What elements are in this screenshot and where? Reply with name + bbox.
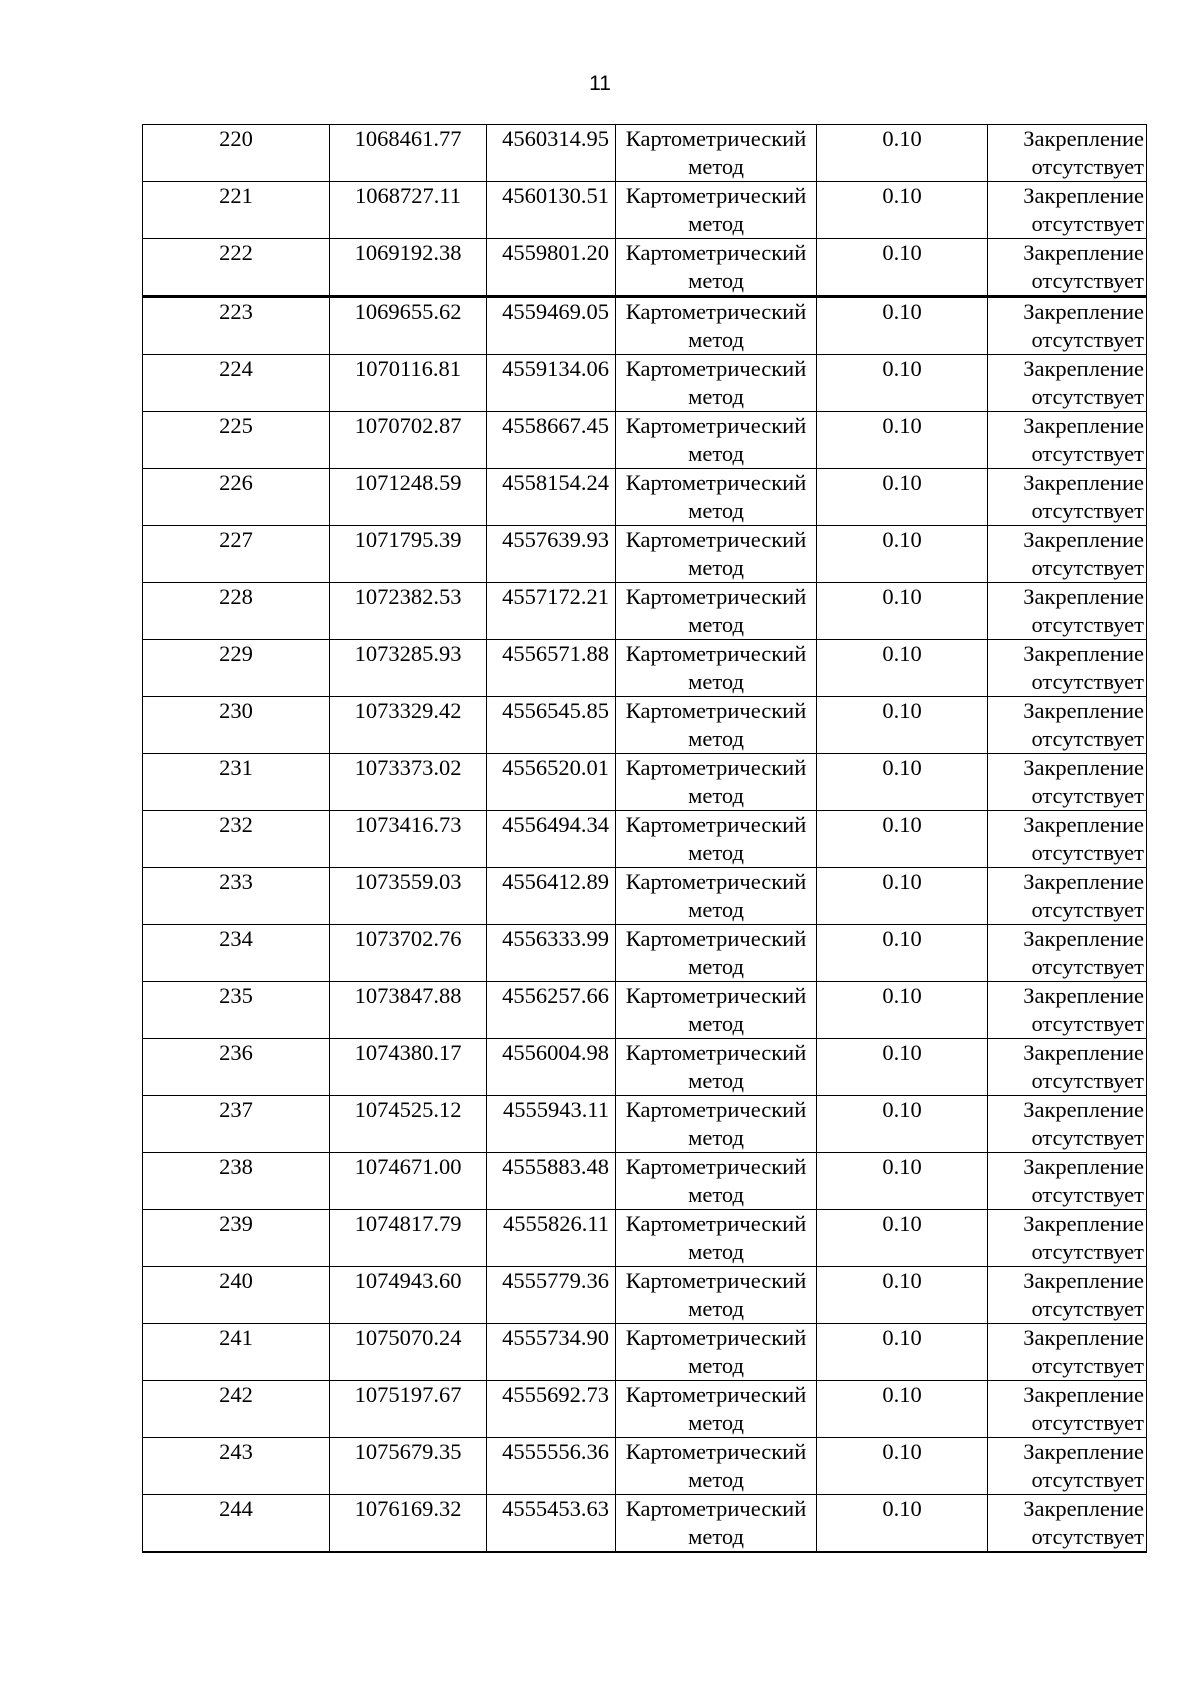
accuracy-cell: 0.10 bbox=[817, 182, 988, 239]
x-coordinate-cell: 1075070.24 bbox=[330, 1324, 487, 1381]
y-coordinate-cell: 4556257.66 bbox=[487, 982, 616, 1039]
method-cell: Картометрический метод bbox=[616, 1096, 817, 1153]
method-cell: Картометрический метод bbox=[616, 469, 817, 526]
accuracy-cell: 0.10 bbox=[817, 925, 988, 982]
method-cell: Картометрический метод bbox=[616, 182, 817, 239]
point-number-cell: 233 bbox=[143, 868, 330, 925]
fixing-description-cell: Закрепление отсутствует bbox=[988, 1153, 1147, 1210]
x-coordinate-cell: 1070702.87 bbox=[330, 412, 487, 469]
method-cell: Картометрический метод bbox=[616, 754, 817, 811]
y-coordinate-cell: 4555943.11 bbox=[487, 1096, 616, 1153]
fixing-description-cell: Закрепление отсутствует bbox=[988, 412, 1147, 469]
accuracy-cell: 0.10 bbox=[817, 1324, 988, 1381]
fixing-description-cell: Закрепление отсутствует bbox=[988, 355, 1147, 412]
fixing-description-cell: Закрепление отсутствует bbox=[988, 469, 1147, 526]
point-number-cell: 232 bbox=[143, 811, 330, 868]
accuracy-cell: 0.10 bbox=[817, 583, 988, 640]
method-cell: Картометрический метод bbox=[616, 925, 817, 982]
table-row bbox=[143, 1210, 1147, 1267]
fixing-description-cell: Закрепление отсутствует bbox=[988, 754, 1147, 811]
table-row bbox=[143, 412, 1147, 469]
x-coordinate-cell: 1071248.59 bbox=[330, 469, 487, 526]
x-coordinate-cell: 1068727.11 bbox=[330, 182, 487, 239]
accuracy-cell: 0.10 bbox=[817, 1267, 988, 1324]
fixing-description-cell: Закрепление отсутствует bbox=[988, 1267, 1147, 1324]
y-coordinate-cell: 4557639.93 bbox=[487, 526, 616, 583]
table-row bbox=[143, 1039, 1147, 1096]
fixing-description-cell: Закрепление отсутствует bbox=[988, 640, 1147, 697]
point-number-cell: 230 bbox=[143, 697, 330, 754]
table-row bbox=[143, 526, 1147, 583]
method-cell: Картометрический метод bbox=[616, 412, 817, 469]
point-number-cell: 225 bbox=[143, 412, 330, 469]
point-number-cell: 228 bbox=[143, 583, 330, 640]
fixing-description-cell: Закрепление отсутствует bbox=[988, 811, 1147, 868]
fixing-description-cell: Закрепление отсутствует bbox=[988, 925, 1147, 982]
x-coordinate-cell: 1073559.03 bbox=[330, 868, 487, 925]
y-coordinate-cell: 4558667.45 bbox=[487, 412, 616, 469]
x-coordinate-cell: 1074671.00 bbox=[330, 1153, 487, 1210]
point-number-cell: 226 bbox=[143, 469, 330, 526]
x-coordinate-cell: 1074380.17 bbox=[330, 1039, 487, 1096]
method-cell: Картометрический метод bbox=[616, 297, 817, 355]
point-number-cell: 229 bbox=[143, 640, 330, 697]
method-cell: Картометрический метод bbox=[616, 1495, 817, 1553]
fixing-description-cell: Закрепление отсутствует bbox=[988, 1495, 1147, 1553]
y-coordinate-cell: 4555779.36 bbox=[487, 1267, 616, 1324]
method-cell: Картометрический метод bbox=[616, 239, 817, 297]
accuracy-cell: 0.10 bbox=[817, 1381, 988, 1438]
accuracy-cell: 0.10 bbox=[817, 355, 988, 412]
method-cell: Картометрический метод bbox=[616, 868, 817, 925]
accuracy-cell: 0.10 bbox=[817, 868, 988, 925]
fixing-description-cell: Закрепление отсутствует bbox=[988, 868, 1147, 925]
table-row bbox=[143, 697, 1147, 754]
table-row bbox=[143, 868, 1147, 925]
table-row bbox=[143, 1324, 1147, 1381]
accuracy-cell: 0.10 bbox=[817, 526, 988, 583]
fixing-description-cell: Закрепление отсутствует bbox=[988, 1381, 1147, 1438]
method-cell: Картометрический метод bbox=[616, 1381, 817, 1438]
x-coordinate-cell: 1075679.35 bbox=[330, 1438, 487, 1495]
point-number-cell: 223 bbox=[143, 297, 330, 355]
fixing-description-cell: Закрепление отсутствует bbox=[988, 239, 1147, 297]
fixing-description-cell: Закрепление отсутствует bbox=[988, 125, 1147, 182]
table-row bbox=[143, 982, 1147, 1039]
fixing-description-cell: Закрепление отсутствует bbox=[988, 526, 1147, 583]
fixing-description-cell: Закрепление отсутствует bbox=[988, 697, 1147, 754]
y-coordinate-cell: 4555883.48 bbox=[487, 1153, 616, 1210]
x-coordinate-cell: 1071795.39 bbox=[330, 526, 487, 583]
y-coordinate-cell: 4556571.88 bbox=[487, 640, 616, 697]
y-coordinate-cell: 4560314.95 bbox=[487, 125, 616, 182]
table-row bbox=[143, 239, 1147, 297]
table-row bbox=[143, 1438, 1147, 1495]
y-coordinate-cell: 4555734.90 bbox=[487, 1324, 616, 1381]
method-cell: Картометрический метод bbox=[616, 982, 817, 1039]
y-coordinate-cell: 4559469.05 bbox=[487, 297, 616, 355]
y-coordinate-cell: 4556412.89 bbox=[487, 868, 616, 925]
y-coordinate-cell: 4556333.99 bbox=[487, 925, 616, 982]
accuracy-cell: 0.10 bbox=[817, 125, 988, 182]
table-row bbox=[143, 1381, 1147, 1438]
x-coordinate-cell: 1074525.12 bbox=[330, 1096, 487, 1153]
point-number-cell: 238 bbox=[143, 1153, 330, 1210]
point-number-cell: 220 bbox=[143, 125, 330, 182]
y-coordinate-cell: 4556545.85 bbox=[487, 697, 616, 754]
point-number-cell: 243 bbox=[143, 1438, 330, 1495]
table-row bbox=[143, 125, 1147, 182]
x-coordinate-cell: 1076169.32 bbox=[330, 1495, 487, 1553]
method-cell: Картометрический метод bbox=[616, 355, 817, 412]
accuracy-cell: 0.10 bbox=[817, 1210, 988, 1267]
method-cell: Картометрический метод bbox=[616, 1267, 817, 1324]
fixing-description-cell: Закрепление отсутствует bbox=[988, 982, 1147, 1039]
point-number-cell: 241 bbox=[143, 1324, 330, 1381]
x-coordinate-cell: 1073285.93 bbox=[330, 640, 487, 697]
fixing-description-cell: Закрепление отсутствует bbox=[988, 583, 1147, 640]
table-row bbox=[143, 640, 1147, 697]
method-cell: Картометрический метод bbox=[616, 125, 817, 182]
x-coordinate-cell: 1074817.79 bbox=[330, 1210, 487, 1267]
point-number-cell: 221 bbox=[143, 182, 330, 239]
fixing-description-cell: Закрепление отсутствует bbox=[988, 1096, 1147, 1153]
table-row bbox=[143, 469, 1147, 526]
accuracy-cell: 0.10 bbox=[817, 982, 988, 1039]
x-coordinate-cell: 1073416.73 bbox=[330, 811, 487, 868]
table-row bbox=[143, 1495, 1147, 1553]
method-cell: Картометрический метод bbox=[616, 1153, 817, 1210]
y-coordinate-cell: 4560130.51 bbox=[487, 182, 616, 239]
x-coordinate-cell: 1075197.67 bbox=[330, 1381, 487, 1438]
accuracy-cell: 0.10 bbox=[817, 239, 988, 297]
table-body bbox=[143, 125, 1147, 1553]
y-coordinate-cell: 4556520.01 bbox=[487, 754, 616, 811]
accuracy-cell: 0.10 bbox=[817, 640, 988, 697]
accuracy-cell: 0.10 bbox=[817, 297, 988, 355]
y-coordinate-cell: 4555556.36 bbox=[487, 1438, 616, 1495]
point-number-cell: 237 bbox=[143, 1096, 330, 1153]
fixing-description-cell: Закрепление отсутствует bbox=[988, 1438, 1147, 1495]
table-row bbox=[143, 1096, 1147, 1153]
table-row bbox=[143, 355, 1147, 412]
point-number-cell: 235 bbox=[143, 982, 330, 1039]
point-number-cell: 239 bbox=[143, 1210, 330, 1267]
point-number-cell: 222 bbox=[143, 239, 330, 297]
point-number-cell: 234 bbox=[143, 925, 330, 982]
method-cell: Картометрический метод bbox=[616, 1039, 817, 1096]
method-cell: Картометрический метод bbox=[616, 697, 817, 754]
method-cell: Картометрический метод bbox=[616, 1438, 817, 1495]
fixing-description-cell: Закрепление отсутствует bbox=[988, 182, 1147, 239]
y-coordinate-cell: 4559801.20 bbox=[487, 239, 616, 297]
point-number-cell: 240 bbox=[143, 1267, 330, 1324]
accuracy-cell: 0.10 bbox=[817, 469, 988, 526]
x-coordinate-cell: 1073702.76 bbox=[330, 925, 487, 982]
x-coordinate-cell: 1073373.02 bbox=[330, 754, 487, 811]
y-coordinate-cell: 4555692.73 bbox=[487, 1381, 616, 1438]
y-coordinate-cell: 4558154.24 bbox=[487, 469, 616, 526]
y-coordinate-cell: 4557172.21 bbox=[487, 583, 616, 640]
method-cell: Картометрический метод bbox=[616, 1324, 817, 1381]
method-cell: Картометрический метод bbox=[616, 811, 817, 868]
x-coordinate-cell: 1072382.53 bbox=[330, 583, 487, 640]
method-cell: Картометрический метод bbox=[616, 1210, 817, 1267]
accuracy-cell: 0.10 bbox=[817, 1039, 988, 1096]
coordinates-table bbox=[142, 124, 1147, 1553]
method-cell: Картометрический метод bbox=[616, 640, 817, 697]
x-coordinate-cell: 1073329.42 bbox=[330, 697, 487, 754]
table-row bbox=[143, 811, 1147, 868]
x-coordinate-cell: 1073847.88 bbox=[330, 982, 487, 1039]
table-row bbox=[143, 182, 1147, 239]
y-coordinate-cell: 4556004.98 bbox=[487, 1039, 616, 1096]
x-coordinate-cell: 1069192.38 bbox=[330, 239, 487, 297]
x-coordinate-cell: 1069655.62 bbox=[330, 297, 487, 355]
y-coordinate-cell: 4559134.06 bbox=[487, 355, 616, 412]
point-number-cell: 236 bbox=[143, 1039, 330, 1096]
point-number-cell: 224 bbox=[143, 355, 330, 412]
table-row bbox=[143, 925, 1147, 982]
table-row bbox=[143, 754, 1147, 811]
accuracy-cell: 0.10 bbox=[817, 754, 988, 811]
point-number-cell: 242 bbox=[143, 1381, 330, 1438]
table-row bbox=[143, 1153, 1147, 1210]
point-number-cell: 231 bbox=[143, 754, 330, 811]
accuracy-cell: 0.10 bbox=[817, 412, 988, 469]
accuracy-cell: 0.10 bbox=[817, 811, 988, 868]
table-row bbox=[143, 297, 1147, 355]
page-number: 11 bbox=[589, 72, 611, 95]
accuracy-cell: 0.10 bbox=[817, 1438, 988, 1495]
method-cell: Картометрический метод bbox=[616, 583, 817, 640]
point-number-cell: 244 bbox=[143, 1495, 330, 1553]
accuracy-cell: 0.10 bbox=[817, 697, 988, 754]
table-row bbox=[143, 583, 1147, 640]
x-coordinate-cell: 1070116.81 bbox=[330, 355, 487, 412]
y-coordinate-cell: 4555453.63 bbox=[487, 1495, 616, 1553]
fixing-description-cell: Закрепление отсутствует bbox=[988, 1039, 1147, 1096]
fixing-description-cell: Закрепление отсутствует bbox=[988, 1210, 1147, 1267]
x-coordinate-cell: 1068461.77 bbox=[330, 125, 487, 182]
method-cell: Картометрический метод bbox=[616, 526, 817, 583]
accuracy-cell: 0.10 bbox=[817, 1153, 988, 1210]
x-coordinate-cell: 1074943.60 bbox=[330, 1267, 487, 1324]
point-number-cell: 227 bbox=[143, 526, 330, 583]
accuracy-cell: 0.10 bbox=[817, 1096, 988, 1153]
fixing-description-cell: Закрепление отсутствует bbox=[988, 297, 1147, 355]
accuracy-cell: 0.10 bbox=[817, 1495, 988, 1553]
fixing-description-cell: Закрепление отсутствует bbox=[988, 1324, 1147, 1381]
y-coordinate-cell: 4555826.11 bbox=[487, 1210, 616, 1267]
table-row bbox=[143, 1267, 1147, 1324]
y-coordinate-cell: 4556494.34 bbox=[487, 811, 616, 868]
